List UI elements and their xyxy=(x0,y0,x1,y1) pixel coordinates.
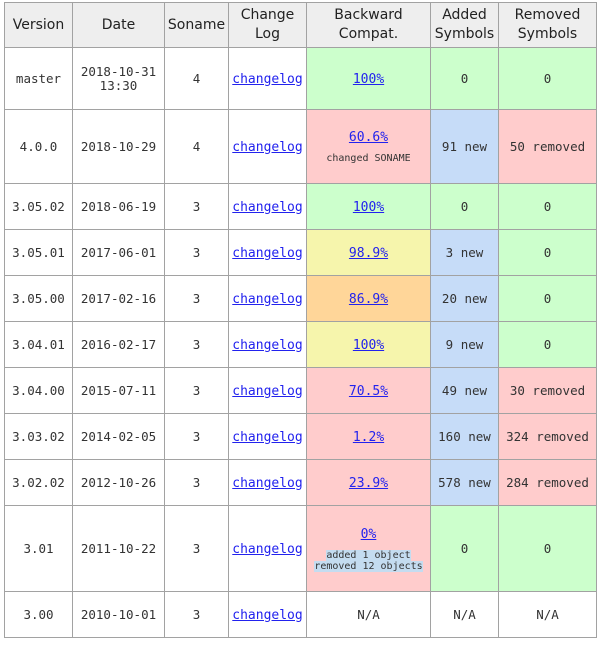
removed-symbols-cell: 0 xyxy=(499,184,597,230)
soname-cell: 3 xyxy=(165,368,229,414)
compat-cell xyxy=(307,230,431,276)
compat-cell xyxy=(307,506,431,592)
removed-symbols-cell: N/A xyxy=(499,592,597,638)
table-row xyxy=(5,110,597,184)
compat-link[interactable]: 86.9% xyxy=(348,291,389,307)
date-line: 2018-06-19 xyxy=(80,198,157,214)
table-row xyxy=(5,592,597,638)
changelog-cell xyxy=(229,368,307,414)
added-symbols-cell: 9 new xyxy=(431,322,499,368)
date-line: 2014-02-05 xyxy=(80,428,157,444)
changelog-cell xyxy=(229,276,307,322)
table-body xyxy=(5,48,597,638)
changelog-link[interactable]: changelog xyxy=(232,245,303,261)
added-symbols-cell: 0 xyxy=(431,48,499,110)
abi-compat-table xyxy=(4,2,597,638)
changelog-cell xyxy=(229,230,307,276)
soname-cell: 3 xyxy=(165,460,229,506)
removed-symbols-cell: 50 removed xyxy=(499,110,597,184)
removed-symbols-cell: 0 xyxy=(499,322,597,368)
changelog-cell xyxy=(229,184,307,230)
changelog-cell xyxy=(229,414,307,460)
changelog-cell xyxy=(229,322,307,368)
compat-link[interactable]: 100% xyxy=(352,71,385,87)
table-row xyxy=(5,506,597,592)
compat-note-line: added 1 object xyxy=(326,549,411,561)
compat-cell xyxy=(307,110,431,184)
date-line: 2011-10-22 xyxy=(80,540,157,556)
changelog-cell xyxy=(229,110,307,184)
compat-link[interactable]: 23.9% xyxy=(348,475,389,491)
removed-symbols-cell: 30 removed xyxy=(499,368,597,414)
date-cell xyxy=(73,184,165,230)
date-cell xyxy=(73,322,165,368)
header-version: Version xyxy=(5,3,73,48)
changelog-link[interactable]: changelog xyxy=(232,541,303,557)
added-symbols-cell: 49 new xyxy=(431,368,499,414)
compat-link[interactable]: 1.2% xyxy=(352,429,385,445)
date-line: 2015-07-11 xyxy=(80,382,157,398)
table-row xyxy=(5,322,597,368)
changelog-cell xyxy=(229,460,307,506)
date-cell xyxy=(73,230,165,276)
version-cell: 4.0.0 xyxy=(5,110,73,184)
date-line: 2018-10-31 xyxy=(80,63,157,79)
removed-symbols-cell: 0 xyxy=(499,48,597,110)
header-row xyxy=(5,3,597,48)
added-symbols-cell: N/A xyxy=(431,592,499,638)
version-cell: 3.05.02 xyxy=(5,184,73,230)
compat-cell xyxy=(307,184,431,230)
removed-symbols-cell: 0 xyxy=(499,276,597,322)
header-backward-compat: Backward Compat. xyxy=(307,3,431,48)
date-line: 2012-10-26 xyxy=(80,474,157,490)
header-removed-symbols: Removed Symbols xyxy=(499,3,597,48)
compat-note: changed SONAME xyxy=(326,152,411,164)
changelog-link[interactable]: changelog xyxy=(232,429,303,445)
compat-note xyxy=(307,550,430,572)
changelog-link[interactable]: changelog xyxy=(232,383,303,399)
compat-cell xyxy=(307,592,431,638)
removed-symbols-cell: 0 xyxy=(499,230,597,276)
date-line: 13:30 xyxy=(99,77,138,93)
table-row xyxy=(5,460,597,506)
soname-cell: 4 xyxy=(165,110,229,184)
date-cell xyxy=(73,110,165,184)
header-changelog: Change Log xyxy=(229,3,307,48)
changelog-cell xyxy=(229,506,307,592)
compat-link[interactable]: 0% xyxy=(360,526,377,542)
soname-cell: 3 xyxy=(165,592,229,638)
added-symbols-cell: 0 xyxy=(431,506,499,592)
table-row xyxy=(5,48,597,110)
table-row xyxy=(5,276,597,322)
compat-link[interactable]: 70.5% xyxy=(348,383,389,399)
removed-symbols-cell: 284 removed xyxy=(499,460,597,506)
compat-value: N/A xyxy=(357,607,380,622)
compat-cell xyxy=(307,276,431,322)
removed-symbols-cell: 324 removed xyxy=(499,414,597,460)
compat-cell xyxy=(307,368,431,414)
version-cell: 3.02.02 xyxy=(5,460,73,506)
table-row xyxy=(5,368,597,414)
header-added-symbols: Added Symbols xyxy=(431,3,499,48)
date-line: 2018-10-29 xyxy=(80,138,157,154)
changelog-link[interactable]: changelog xyxy=(232,607,303,623)
version-cell: 3.04.00 xyxy=(5,368,73,414)
version-cell: 3.05.01 xyxy=(5,230,73,276)
added-symbols-cell: 578 new xyxy=(431,460,499,506)
compat-note-line: removed 12 objects xyxy=(314,560,423,572)
changelog-link[interactable]: changelog xyxy=(232,337,303,353)
added-symbols-cell: 20 new xyxy=(431,276,499,322)
compat-cell xyxy=(307,414,431,460)
soname-cell: 3 xyxy=(165,276,229,322)
changelog-link[interactable]: changelog xyxy=(232,139,303,155)
changelog-cell xyxy=(229,48,307,110)
added-symbols-cell: 160 new xyxy=(431,414,499,460)
compat-link[interactable]: 98.9% xyxy=(348,245,389,261)
date-line: 2016-02-17 xyxy=(80,336,157,352)
date-line: 2010-10-01 xyxy=(80,606,157,622)
version-cell: master xyxy=(5,48,73,110)
soname-cell: 3 xyxy=(165,184,229,230)
compat-link[interactable]: 100% xyxy=(352,199,385,215)
compat-link[interactable]: 100% xyxy=(352,337,385,353)
version-cell: 3.00 xyxy=(5,592,73,638)
soname-cell: 4 xyxy=(165,48,229,110)
compat-cell xyxy=(307,460,431,506)
soname-cell: 3 xyxy=(165,506,229,592)
soname-cell: 3 xyxy=(165,322,229,368)
header-date: Date xyxy=(73,3,165,48)
date-cell xyxy=(73,276,165,322)
table-row xyxy=(5,414,597,460)
compat-cell xyxy=(307,48,431,110)
date-line: 2017-06-01 xyxy=(80,244,157,260)
soname-cell: 3 xyxy=(165,230,229,276)
date-cell xyxy=(73,460,165,506)
added-symbols-cell: 0 xyxy=(431,184,499,230)
changelog-link[interactable]: changelog xyxy=(232,71,303,87)
date-cell xyxy=(73,592,165,638)
date-line: 2017-02-16 xyxy=(80,290,157,306)
date-cell xyxy=(73,48,165,110)
date-cell xyxy=(73,506,165,592)
changelog-cell xyxy=(229,592,307,638)
version-cell: 3.03.02 xyxy=(5,414,73,460)
header-soname: Soname xyxy=(165,3,229,48)
changelog-link[interactable]: changelog xyxy=(232,199,303,215)
date-cell xyxy=(73,414,165,460)
compat-cell xyxy=(307,322,431,368)
changelog-link[interactable]: changelog xyxy=(232,475,303,491)
table-row xyxy=(5,230,597,276)
version-cell: 3.01 xyxy=(5,506,73,592)
version-cell: 3.04.01 xyxy=(5,322,73,368)
added-symbols-cell: 91 new xyxy=(431,110,499,184)
version-cell: 3.05.00 xyxy=(5,276,73,322)
changelog-link[interactable]: changelog xyxy=(232,291,303,307)
compat-link[interactable]: 60.6% xyxy=(348,129,389,145)
removed-symbols-cell: 0 xyxy=(499,506,597,592)
date-cell xyxy=(73,368,165,414)
soname-cell: 3 xyxy=(165,414,229,460)
table-row xyxy=(5,184,597,230)
added-symbols-cell: 3 new xyxy=(431,230,499,276)
